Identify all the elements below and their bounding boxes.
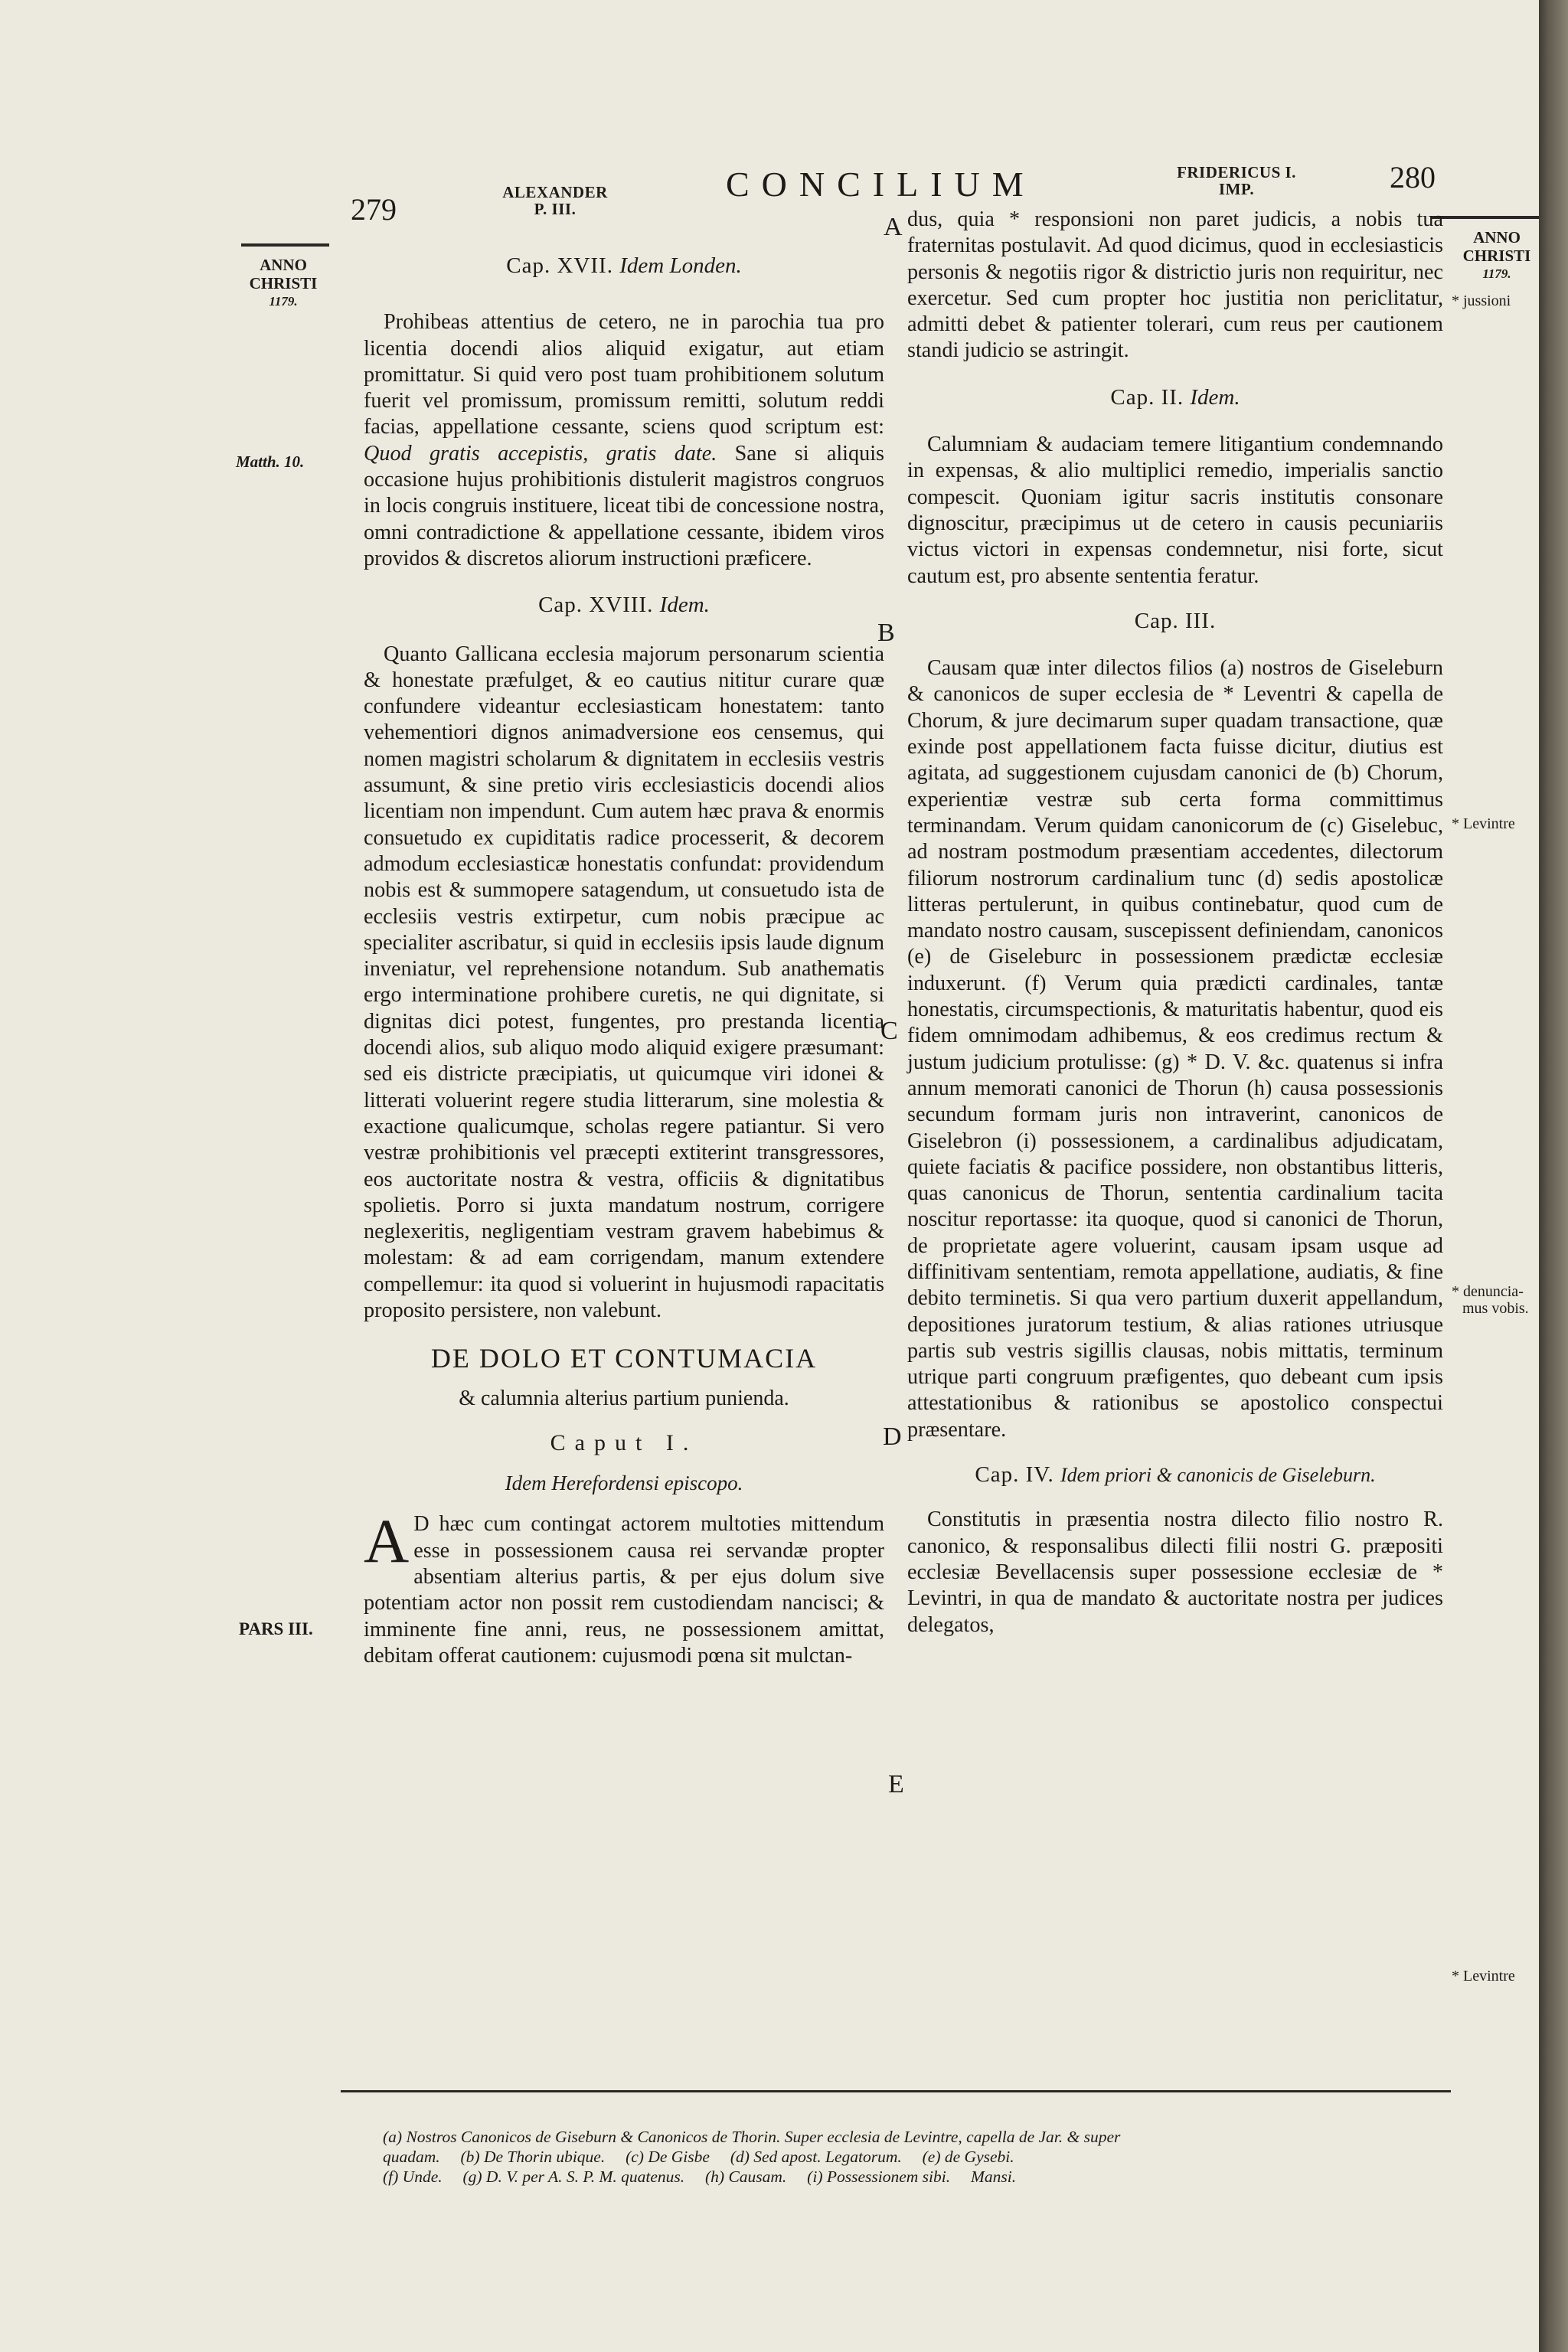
margin-rule-left (241, 243, 329, 247)
cap-17-quote: Quod gratis accepistis, gratis date. (364, 441, 717, 466)
left-column (364, 253, 884, 1669)
footnotes (383, 2127, 1455, 2187)
cap-4-title: Idem priori & canonicis de Giseleburn. (1060, 1464, 1376, 1487)
cap-3-text: Causam quæ inter dilectos filios (a) nostros de Giseleburn & canonicos de super ecclesia de * Leventri & capella de Chorum, & jure decimarum super quadam transactione, quæ exinde post appellationem facta fuisse dicitur, diutius est agitata, ad suggestionem cujusdam canonici de (b) Chorum, experientiæ vestræ sub certa forma committimus terminandam. Verum quidam canonicorum de (c) Giselebuc, ad nostram postmodum præsentiam accedentes, dilectorum filiorum nostrorum cardinalium tunc (d) sedis apostolicæ litteras pertulerunt, in quibus continebatur, quod cum de mandato nostro causam, suscepissent definiendam, canonicos (e) de Giseleburc in possessionem prædictæ ecclesiæ induxerunt. (f) Verum quia prædicti cardinales, tantæ honestatis, circumspectionis, & maturitatis habentur, quod eis fidem omnimodam adhibemus, & eos credimus rectum & justum judicium protulisse: (g) * D. V. &c. quatenus si infra annum memorati canonici de Thorun (h) causa possessionis secundum formam juris non intraverint, canonicos de Giselebron (i) possessionem, a cardinalibus adjudicatam, quiete faciatis & pacifice possidere, non obstantibus litteris, quas canonicus de Thorun, sententia cardinalium tacita noscitur reportasse: ita quoque, quod si canonici de Thorun, de proprietate agere voluerint, causam ipsam usque ad diffinitivam sententiam, remota appellatione, audiatis, & fine debito terminetis. Si qua vero partium duxerit appellandum, depositiones juratorum testium, & alias rationes utriusque partis sub vestris sigillis clausas, nobis mittatis, terminum utrique parti congruum præfigentes, quo debeant cum ipsis attestationibus & rationibus se apostolico conspectui præsentare. (907, 656, 1443, 1442)
margin-anno-right (1451, 228, 1543, 283)
cap-2-text: Calumniam & audaciam temere litigantium condemnando in expensas, & alio multiplici remedio, imperialis sanctio compescit. Quoniam igitur sacris institutis consonare dignoscitur, præcipimus ut de cetero in causis pecuniariis victus victori in expensas condemnetur, nisi forte, sicut cautum est, pro absente sententia feratur. (907, 433, 1443, 588)
cap-18-number: Cap. XVIII. (538, 593, 654, 618)
cap-2-number: Cap. II. (1110, 384, 1184, 410)
cap-18-text: Quanto Gallicana ecclesia majorum personarum scientia & honestate præfulget, & eo cautius nititur curare quæ confundere videantur ecclesiasticam honestatem: tanto vehementiori dignos animadversione eos censemus, qui nomen magistri scholarum & dignitatem in ecclesiis vestris assumunt, & sine pretio viris ecclesiasticis docendi alios licentiam non impendunt. Cum autem hæc prava & enormis consuetudo ex cupiditatis radice processerit, & decorem admodum ecclesiasticæ honestatis confundat: providendum nobis est & summopere satagendum, ut consuetudo ista de ecclesiis vestris extirpetur, cum nobis præcipue ac specialiter ascribatur, si quid in ecclesiis ipsis laude dignum inveniatur, vel reprehensione notandum. Sub anathematis ergo interminatione prohibere curetis, ne qui dignitate, si dignitas dici potest, fungentes, pro prestanda licentia docendi alios, sub aliquo modo aliquid exigere præsumant: sed eis districte præcipiatis, ut quicumque viri idonei & litterati voluerint regere studia litterarum, sine molestia & exactione qualicumque, scholas regere patiantur. Si vero vestræ prohibitionis vel præcepti extiterint transgressores, eos auctoritate nostra & vestra, officiis & dignitatibus spolietis. Porro si juxta mandatum nostrum, corrigere neglexeritis, negligentiam vestram gravem habebimus & molestam: & ad eam corrigendam, manum extendere compellemur: ita quod si voluerint in hujusmodi rapacitatis proposito persistere, non valebunt. (364, 642, 884, 1322)
cap-4-number: Cap. IV. (975, 1462, 1054, 1488)
margin-note-levintre-2: * Levintre (1452, 1968, 1515, 1984)
cap-3-heading (907, 608, 1443, 634)
caput-text-body: D hæc cum contingat actorem multoties mittendum esse in possessionem causa rei servandæ propter absentiam alterius partis, & per ejus dolum sive potentiam actor non possit rem custodiendam nancisci; & imminente fine anni, reus, ne possessionem amittat, debitam offerat cautionem: cujusmodi pœna sit mulctan- (364, 1512, 884, 1668)
section-letter-b: B (877, 619, 895, 647)
cap-17-title: Idem Londen. (619, 253, 742, 278)
margin-year-right: 1179. (1482, 266, 1511, 281)
cap-4-heading (907, 1462, 1443, 1488)
margin-pars: PARS III. (239, 1619, 313, 1638)
margin-note-jussioni: * jussioni (1452, 292, 1511, 309)
margin-note-denunciamus-line1: * denuncia- (1452, 1283, 1524, 1300)
margin-rule-right (1459, 216, 1539, 219)
caput-heading: Caput I. (550, 1429, 698, 1455)
margin-christi-label-right: CHRISTI (1462, 247, 1531, 265)
running-head-left (482, 184, 628, 217)
cap-3-number: Cap. III. (1134, 608, 1217, 633)
caput-address: Idem Herefordensi episcopo. (505, 1472, 743, 1495)
cap-17-text-2: Sane si aliquis occasione hujus prohibitionis distulerit magistros congruos in locis congruis instituere, liceat tibi de concessione nostra, omni contradictione & appellatione cessante, ibidem viros providos & discretos aliorum instructioni præficere. (364, 441, 885, 570)
margin-note-denunciamus-line2: mus vobis. (1462, 1300, 1529, 1317)
margin-note-levintre-1: * Levintre (1452, 815, 1515, 832)
margin-christi-label: CHRISTI (249, 274, 318, 292)
footnote-rule (341, 2090, 1451, 2092)
section-letter-c: C (880, 1017, 898, 1045)
margin-note-matth: Matth. 10. (236, 452, 305, 471)
cap-18-title: Idem. (659, 593, 710, 618)
cap-17-number: Cap. XVII. (506, 253, 613, 278)
pars-title: DE DOLO ET CONTUMACIA (430, 1343, 818, 1374)
margin-year: 1179. (269, 294, 298, 309)
continued-text: dus, quia * responsioni non paret judicis, a nobis tua fraternitas postulavit. Ad quod dicimus, quod in ecclesiasticis personis & negotiis rigor & districtio juris non requiritur, nec exercetur. Sed cum propter hoc justitia non periclitatur, admitti debet & patienter tolerari, cum reus per cautionem standi judicio se astringit. (907, 207, 1443, 363)
section-letter-d: D (883, 1423, 902, 1451)
running-head-right-line2: IMP. (1218, 180, 1255, 198)
footnote-line-3: (f) Unde. (g) D. V. per A. S. P. M. quatenus. (h) Causam. (i) Possessionem sibi. Mansi. (383, 2167, 1017, 2186)
page-number-right: 280 (1390, 160, 1436, 194)
drop-cap-initial: A (364, 1506, 410, 1576)
right-column (907, 207, 1443, 1638)
margin-anno-left (234, 256, 333, 311)
running-head-left-line1: ALEXANDER (502, 183, 608, 201)
cap-2-title: Idem. (1190, 384, 1240, 410)
book-page-edge (1539, 0, 1568, 2352)
cap-17-text-1: Prohibeas attentius de cetero, ne in parochia tua pro licentia docendi alios aliquid exigatur, aut etiam promittatur. Si quid vero post tuam prohibitionem solutum fuerit vel promissum, promissum remitti, solutum reddi facias, appellatione cessante, sciens quod scriptum est: (364, 310, 884, 439)
cap-2-heading (907, 384, 1443, 410)
running-head-left-line2: P. III. (534, 200, 577, 218)
section-letter-e: E (888, 1770, 904, 1798)
margin-anno-label: ANNO (260, 256, 307, 274)
pars-subtitle: & calumnia alterius partium punienda. (459, 1386, 789, 1410)
running-head-right (1152, 164, 1321, 198)
page-title: CONCILIUM (726, 165, 1036, 204)
cap-17-heading (364, 253, 884, 279)
cap-17-text (364, 309, 884, 572)
page-number-left: 279 (351, 192, 397, 227)
footnote-line-1: (a) Nostros Canonicos de Giseburn & Canonicos de Thorin. Super ecclesia de Levintre, capella de Jar. & super (383, 2128, 1121, 2146)
section-letter-a: A (884, 213, 903, 241)
margin-anno-label-right: ANNO (1473, 228, 1521, 247)
cap-18-heading (364, 592, 884, 618)
caput-text (364, 1506, 884, 1669)
footnote-line-2: quadam. (b) De Thorin ubique. (c) De Gisbe (d) Sed apost. Legatorum. (e) de Gysebi. (383, 2148, 1014, 2166)
cap-4-text: Constitutis in præsentia nostra dilecto filio nostro R. canonico, & responsalibus dilecti filii nostri G. præpositi ecclesiæ Bevellacensis super possessione ecclesiæ de * Levintri, in qua de mandato & auctoritate nostra per judices delegatos, (907, 1508, 1443, 1637)
margin-note-denunciamus (1452, 1283, 1529, 1317)
running-head-right-line1: FRIDERICUS I. (1177, 163, 1296, 181)
